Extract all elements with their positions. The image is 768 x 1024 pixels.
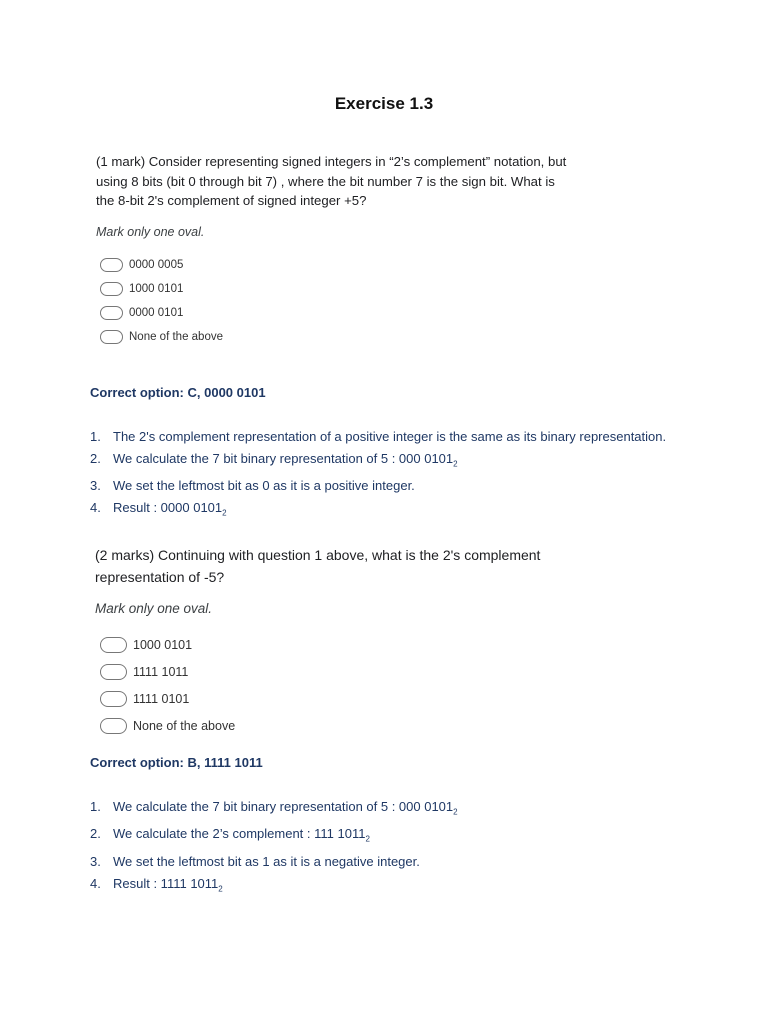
list-number: 3. xyxy=(90,853,101,869)
list-text: We calculate the 7 bit binary representation of 5 : 000 0101 xyxy=(113,450,454,466)
base-subscript: 2 xyxy=(453,807,458,817)
list-number: 1. xyxy=(90,429,101,444)
list-number: 4. xyxy=(90,499,101,515)
radio-oval-icon[interactable] xyxy=(100,258,123,272)
list-item xyxy=(90,823,678,850)
q1-option-d[interactable] xyxy=(100,330,223,344)
radio-oval-icon[interactable] xyxy=(100,330,123,344)
q1-option-c-label: 0000 0101 xyxy=(129,307,184,319)
q2-option-a[interactable] xyxy=(100,637,192,653)
q1-option-c[interactable] xyxy=(100,306,183,320)
list-text: The 2's complement representation of a positive integer is the same as its binary representation. xyxy=(113,429,667,444)
q1-option-b-label: 1000 0101 xyxy=(129,283,184,295)
q2-option-a-label: 1000 0101 xyxy=(133,638,193,652)
list-number: 3. xyxy=(90,478,101,494)
radio-oval-icon[interactable] xyxy=(100,637,127,653)
radio-oval-icon[interactable] xyxy=(100,664,127,680)
q2-option-c[interactable] xyxy=(100,691,189,707)
list-text: We calculate the 2’s complement : 111 1011 xyxy=(113,826,366,842)
radio-oval-icon[interactable] xyxy=(100,306,123,320)
list-text: We set the leftmost bit as 1 as it is a negative integer. xyxy=(113,853,420,869)
q1-option-d-label: None of the above xyxy=(129,331,223,343)
list-text: We set the leftmost bit as 0 as it is a positive integer. xyxy=(113,478,415,494)
base-subscript: 2 xyxy=(453,459,458,469)
base-subscript: 2 xyxy=(218,884,223,894)
question-1-text: (1 mark) Consider representing signed integers in “2’s complement” notation, but using 8 bits (bit 0 through bit 7) , where the bit number 7 is the sign bit. What is the 8-bit 2's complement of signed integer +5? xyxy=(96,154,567,208)
q2-correct-option: Correct option: B, 1111 1011 xyxy=(90,755,263,770)
q2-option-c-label: 1111 0101 xyxy=(133,692,190,706)
question-2-instruction: Mark only one oval. xyxy=(95,601,213,616)
q1-option-b[interactable] xyxy=(100,282,183,296)
question-1-card xyxy=(90,152,580,377)
q2-explanation-list xyxy=(90,796,678,900)
list-item xyxy=(90,873,678,900)
q1-option-a[interactable] xyxy=(100,258,183,272)
q2-option-b[interactable] xyxy=(100,664,188,680)
list-item xyxy=(90,448,678,475)
list-number: 1. xyxy=(90,799,101,814)
list-text: Result : 0000 0101 xyxy=(113,499,223,515)
radio-oval-icon[interactable] xyxy=(100,691,127,707)
list-number: 2. xyxy=(90,826,101,842)
list-item xyxy=(90,796,678,823)
list-item xyxy=(90,475,678,497)
question-2-card xyxy=(90,544,560,744)
q1-option-a-label: 0000 0005 xyxy=(129,259,184,271)
base-subscript: 2 xyxy=(222,508,227,518)
radio-oval-icon[interactable] xyxy=(100,718,127,734)
list-text: Result : 1111 1011 xyxy=(113,875,219,891)
base-subscript: 2 xyxy=(365,834,370,844)
list-number: 4. xyxy=(90,875,101,891)
list-item xyxy=(90,851,678,873)
q2-option-d-label: None of the above xyxy=(133,719,236,733)
page-title: Exercise 1.3 xyxy=(334,94,434,113)
q2-option-b-label: 1111 1011 xyxy=(133,665,189,679)
list-number: 2. xyxy=(90,450,101,466)
list-item xyxy=(90,426,678,448)
question-2-text: (2 marks) Continuing with question 1 above, what is the 2's complement representation of -5? xyxy=(95,547,541,585)
q1-explanation-list xyxy=(90,426,678,524)
radio-oval-icon[interactable] xyxy=(100,282,123,296)
question-1-instruction: Mark only one oval. xyxy=(96,225,205,239)
q2-option-d[interactable] xyxy=(100,718,235,734)
q1-correct-option: Correct option: C, 0000 0101 xyxy=(90,385,266,400)
list-item xyxy=(90,497,678,524)
list-text: We calculate the 7 bit binary representation of 5 : 000 0101 xyxy=(113,799,454,814)
